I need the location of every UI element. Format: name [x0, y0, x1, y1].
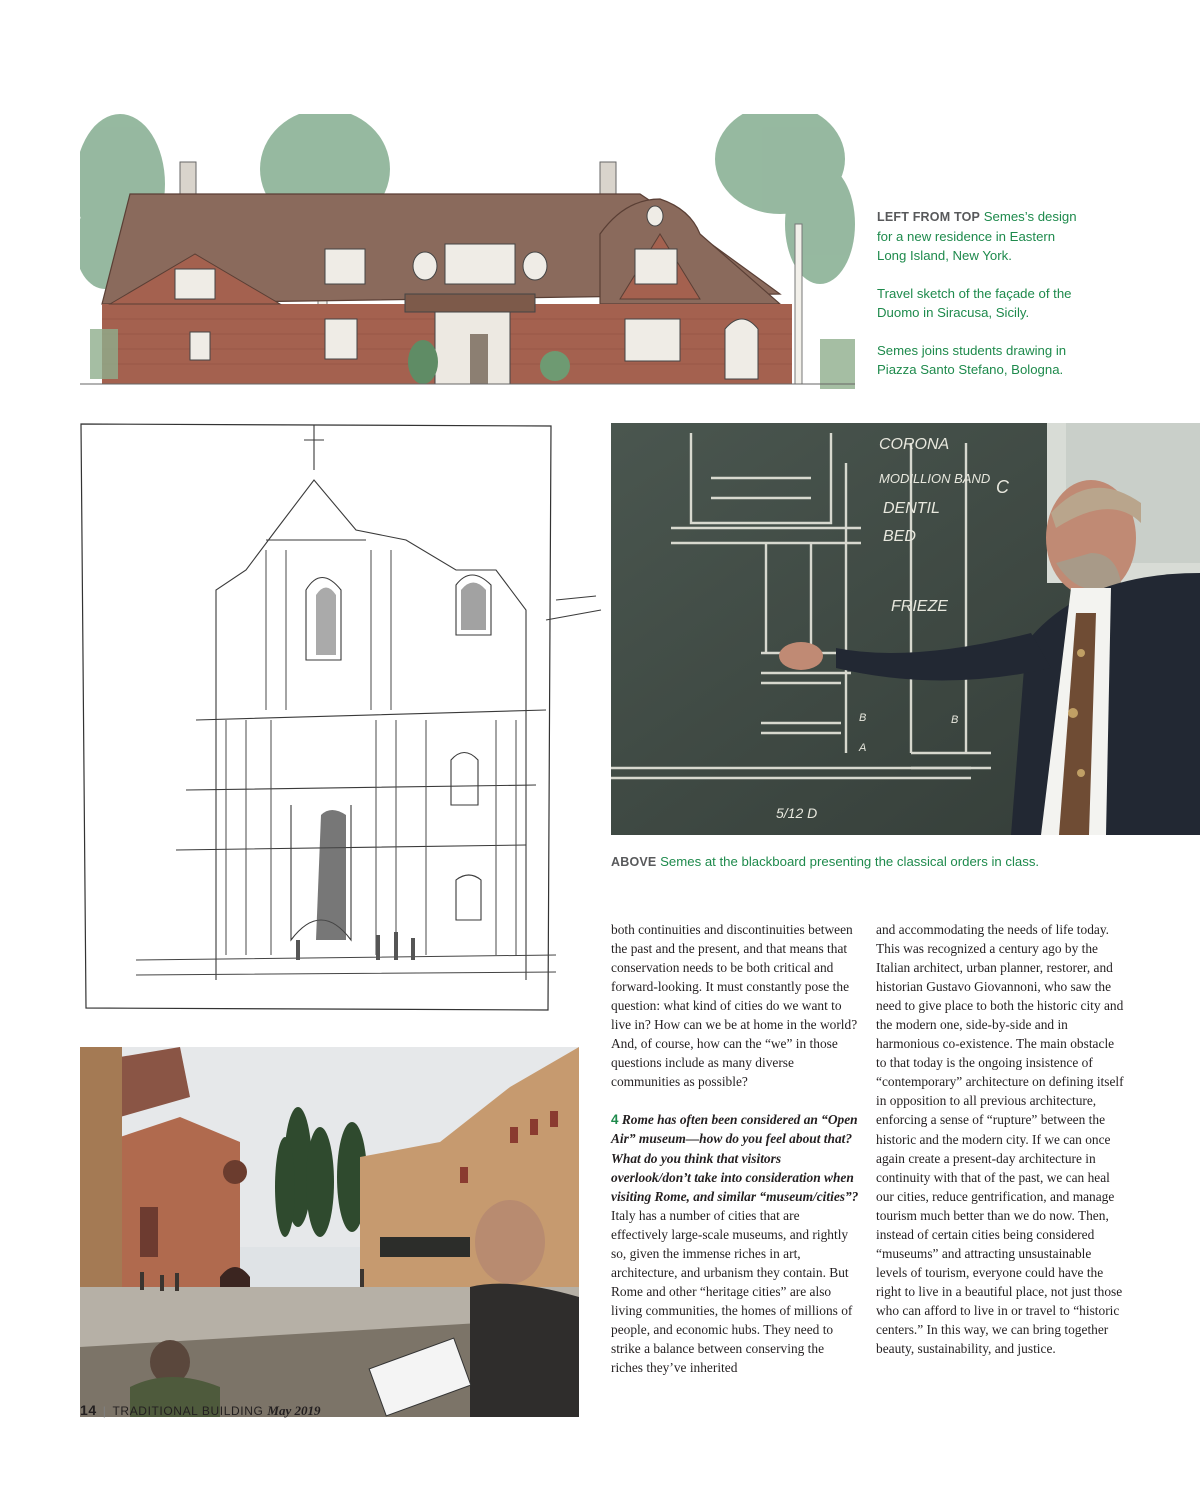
- blackboard-label-b2: B: [951, 714, 959, 726]
- blackboard-label-c: C: [996, 477, 1009, 497]
- article-question-4: [611, 1110, 859, 1377]
- caption-lead-left-from-top: LEFT FROM TOP: [877, 210, 981, 224]
- publication-name: TRADITIONAL BUILDING: [112, 1404, 264, 1418]
- caption-lead-above: ABOVE: [611, 855, 657, 869]
- caption-blackboard: Semes at the blackboard presenting the classical orders in class.: [660, 854, 1040, 869]
- caption-siracusa-sketch: Travel sketch of the façade of the Duomo in Siracusa, Sicily.: [877, 286, 1072, 320]
- page-number: 14: [80, 1402, 97, 1418]
- blackboard-label-modillion: MODILLION BAND: [879, 471, 991, 486]
- question-text: Rome has often been considered an “Open Air” museum—how do you feel about that? What do you think that visitors overlook/don’t take into consideration when visiting Rome, and similar “museum/cities”?: [611, 1112, 859, 1204]
- article-paragraph-1: both continuities and discontinuities between the past and the present, and that means that conservation needs to be both critical and forward-looking. It must constantly pose the question: what kind of cities do we want to live in? How can we be at home in the world? And, of course, how can the “we” in those questions include as many diverse communities as possible?: [611, 922, 858, 1090]
- above-caption: [611, 852, 1200, 872]
- article-column-2: [876, 920, 1124, 1358]
- blackboard-label-corona: CORONA: [879, 436, 950, 453]
- blackboard-label-a: A: [859, 742, 867, 754]
- issue-date: May 2019: [267, 1403, 321, 1418]
- article-column-1: [611, 920, 859, 1377]
- residence-elevation-drawing: [80, 114, 855, 398]
- page-footer: [80, 1402, 321, 1419]
- left-from-top-caption: [877, 207, 1087, 398]
- blackboard-photo: [611, 423, 1200, 835]
- blackboard-label-frieze: FRIEZE: [891, 598, 948, 615]
- duomo-travel-sketch: [76, 420, 606, 1014]
- blackboard-label-fraction: 5/12 D: [776, 805, 818, 821]
- question-number: 4: [611, 1112, 619, 1128]
- footer-separator: |: [102, 1404, 107, 1418]
- answer-text: Italy has a number of cities that are effectively large-scale museums, and rightly so, given the immense riches in art, architecture, and urbanism they contain. But Rome and other “heritage cities” are also living communities, the homes of millions of people, and economic hubs. They need to strike a balance between conserving the riches they’ve inherited: [611, 1207, 853, 1376]
- blackboard-label-bed: BED: [883, 528, 916, 545]
- blackboard-label-b1: B: [859, 712, 867, 724]
- blackboard-label-dentil: DENTIL: [883, 500, 940, 517]
- piazza-santo-stefano-photo: [80, 1047, 579, 1417]
- caption-residence: Semes’s design for a new residence in Eastern Long Island, New York.: [877, 209, 1077, 263]
- caption-bologna-drawing: Semes joins students drawing in Piazza Santo Stefano, Bologna.: [877, 343, 1067, 377]
- article-paragraph-2: and accommodating the needs of life today. This was recognized a century ago by the Italian architect, urban planner, restorer, and historian Gustavo Giovannoni, who saw the need to give place to both the historic city and the modern one, side-by-side and in harmonious co-existence. The main obstacle to that today is the ongoing insistence of “contemporary” architecture on defining itself in opposition to all previous architecture, enforcing a sense of “rupture” between the historic and the modern city. If we can once again create a present-day architecture in continuity with that of the past, we can heal our cities, reduce gentrification, and manage tourism much better than we do now. Then, instead of certain cities being considered “museums” and attracting unsustainable levels of tourism, everyone could have the right to live in a beautiful place, not just those who can afford to live in or travel to “historic centers.” In this way, we can bring together beauty, sustainability, and justice.: [876, 922, 1124, 1357]
